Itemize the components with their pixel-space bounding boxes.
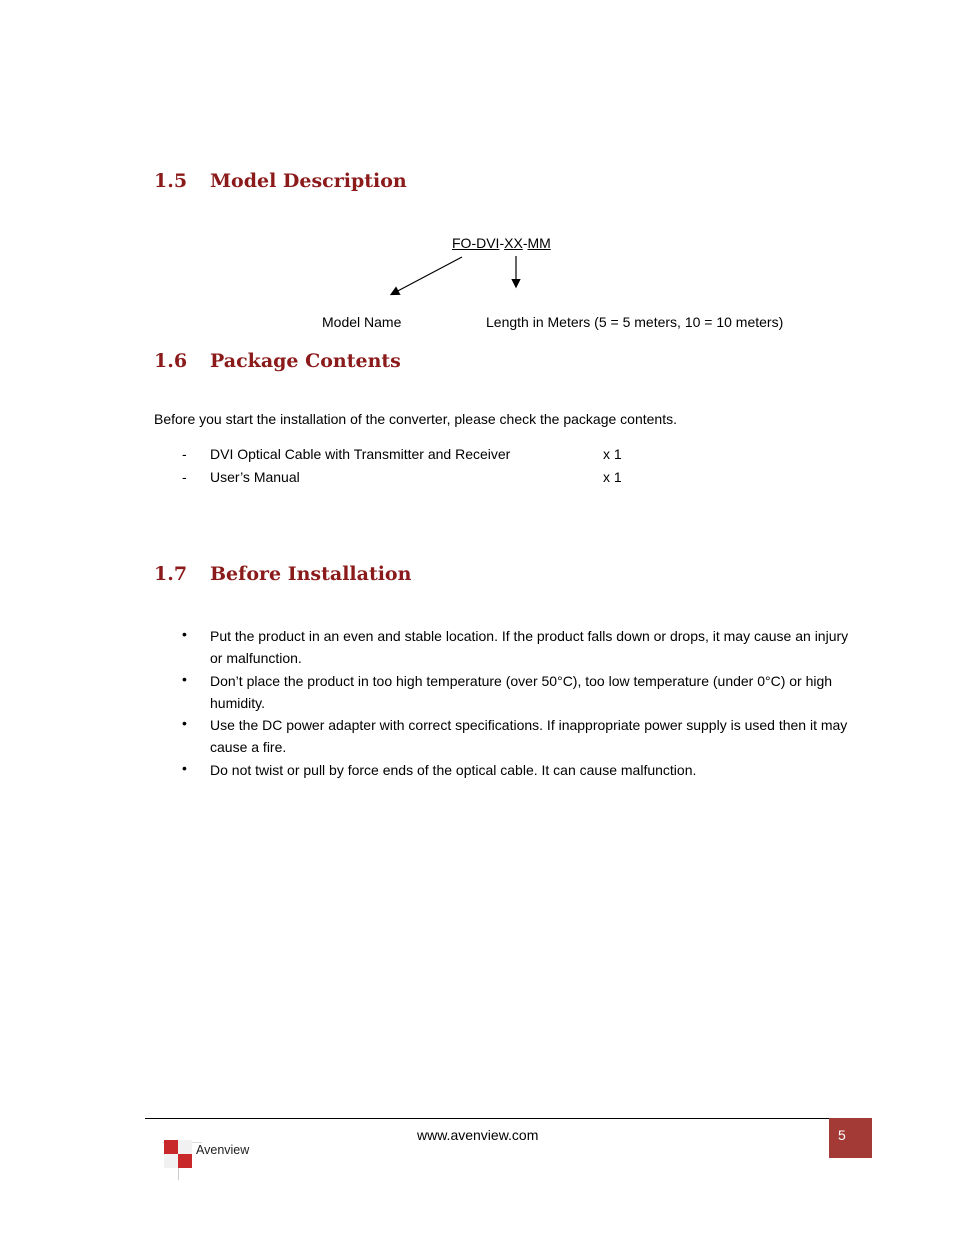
package-item-qty: x 1 — [603, 446, 622, 462]
package-item-name: User’s Manual — [210, 469, 300, 485]
section-number: 1.6 — [154, 350, 188, 372]
bullet-marker: • — [182, 626, 187, 642]
section-number: 1.7 — [154, 563, 188, 585]
model-code-separator: - — [499, 235, 505, 251]
section-title: Before Installation — [210, 563, 412, 585]
section-title: Package Contents — [210, 350, 401, 372]
section-heading-model-description — [154, 170, 407, 192]
list-item: Do not twist or pull by force ends of the optical cable. It can cause malfunction. — [210, 762, 697, 778]
model-code-part-length: XX — [504, 235, 523, 251]
section-heading-package-contents — [154, 350, 401, 372]
length-label: Length in Meters (5 = 5 meters, 10 = 10 meters) — [486, 314, 784, 330]
list-item: Put the product in an even and stable location. If the product falls down or drops, it may cause an injury or malfunction. — [210, 628, 849, 666]
model-code-part-suffix: MM — [527, 235, 551, 251]
page-number: 5 — [838, 1127, 846, 1143]
arrow-to-model-name — [392, 257, 462, 294]
list-item: Don’t place the product in too high temperature (over 50°C), too low temperature (under 0°C) or high humidity. — [210, 673, 833, 711]
footer-url: www.avenview.com — [417, 1127, 539, 1143]
list-item-marker: - — [182, 446, 187, 462]
avenview-logo — [162, 1138, 262, 1182]
package-intro: Before you start the installation of the converter, please check the package contents. — [154, 411, 677, 427]
bullet-marker: • — [182, 671, 187, 687]
list-item-marker: - — [182, 469, 187, 485]
model-code-part-prefix: FO-DVI — [452, 235, 500, 251]
bullet-marker: • — [182, 715, 187, 731]
logo-text: Avenview — [196, 1143, 250, 1157]
package-item-name: DVI Optical Cable with Transmitter and Receiver — [210, 446, 511, 462]
model-code-arrows — [380, 252, 540, 302]
footer-divider — [145, 1118, 829, 1119]
section-heading-before-installation — [154, 563, 411, 585]
model-code — [452, 235, 551, 251]
list-item: Use the DC power adapter with correct specifications. If inappropriate power supply is used then it may cause a fire. — [210, 717, 848, 755]
page-number-box — [829, 1118, 872, 1158]
model-code-separator: - — [522, 235, 528, 251]
section-title: Model Description — [210, 170, 407, 192]
model-name-label: Model Name — [322, 314, 402, 330]
package-item-qty: x 1 — [603, 469, 622, 485]
bullet-marker: • — [182, 760, 187, 776]
section-number: 1.5 — [154, 170, 188, 192]
